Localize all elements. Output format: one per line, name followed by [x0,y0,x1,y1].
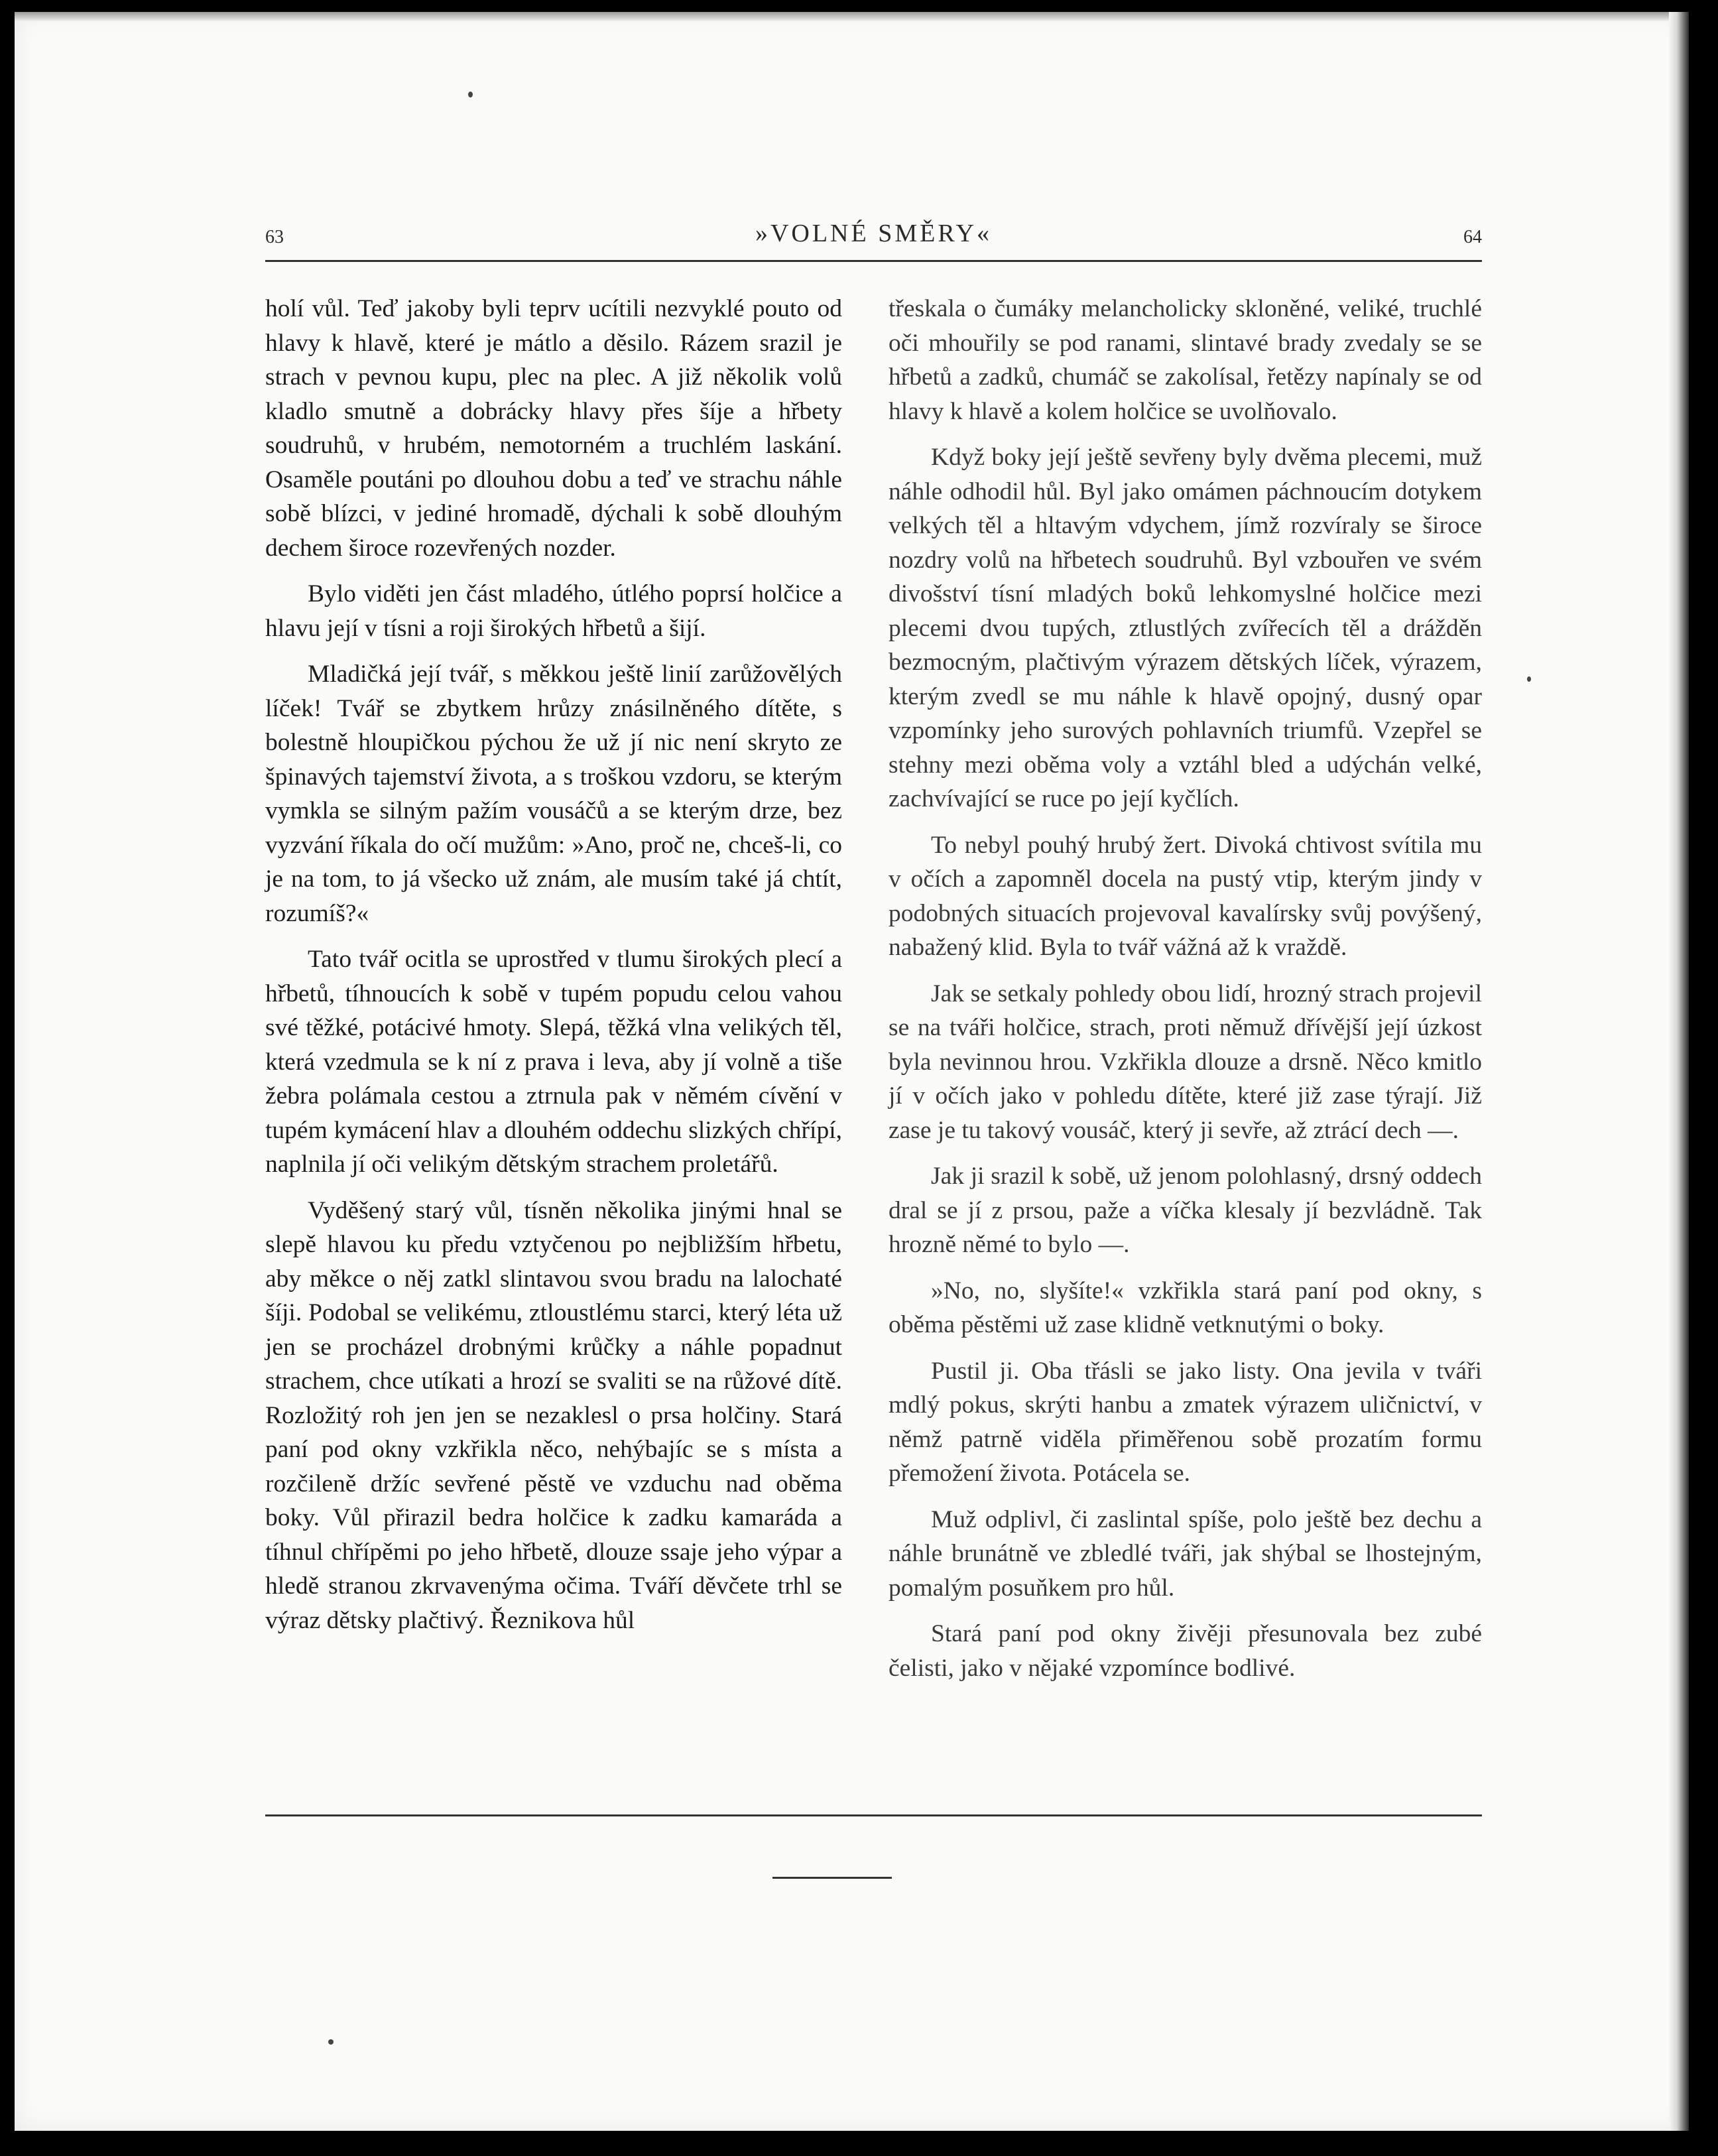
journal-title: »VOLNÉ SMĚRY« [755,220,993,247]
paragraph: Tato tvář ocitla se uprostřed v tlumu širokých plecí a hřbetů, tíhnoucích k sobě v tupém popudu celou vahou své těžké, potácivé hmoty. Slepá, těžká vlna velikých těl, která vzedmula se k ní z prava i leva, aby jí volně a tiše žebra polámala cestou a ztrnula pak v němém cívění v tupém kymácení hlav a dlouhém oddechu slizkých chřípí, naplnila jí oči velikým dětským strachem proletářů. [265,946,842,1178]
paragraph: Jak ji srazil k sobě, už jenom polohlasný, drsný oddech dral se jí z prsou, paže a víčka klesaly jí bezvládně. Tak hrozně němé to bylo —. [889,1163,1482,1258]
paragraph: Vyděšený starý vůl, tísněn několika jinými hnal se slepě hlavou ku předu vztyčenou po nejbližším hřbetu, aby měkce o něj zatkl slintavou svou bradu na lalochaté šíji. Podobal se velikému, ztloustlému starci, který léta už jen se procházel drobnými krůčky a náhle popadnut strachem, chce utíkati a hrozí se svaliti se na růžové dítě. Rozložitý roh jen jen se nezaklesl o prsa holčiny. Stará paní pod okny vzkřikla něco, nehýbajíc se s místa a rozčileně držíc sevřené pěstě ve vzduchu nad oběma boky. Vůl přirazil bedra holčice k zadku kamaráda a tíhnul chřípěmi po jeho hřbetě, dlouze ssaje jeho výpar a hledě stranou zkrvavenýma očima. Tváří děvčete trhl se výraz dětsky plačtivý. Řeznikova hůl [265,1196,842,1634]
header-rule [265,260,1482,262]
ink-speck [1527,676,1531,682]
paragraph: To nebyl pouhý hrubý žert. Divoká chtivost svítila mu v očích a zapomněl docela na pustý vtip, kterým jindy v podobných situacích projevoval kavalírsky svůj povýšený, nabažený klid. Byla to tvář vážná až k vraždě. [889,831,1482,961]
end-rule [772,1877,892,1879]
paragraph: Mladičká její tvář, s měkkou ještě linií zarůžovělých líček! Tvář se zbytkem hrůzy znásilněného dítěte, s bolestně hloupičkou pýchou že už jí nic není skryto ze špinavých tajemství života, a s troškou vzdoru, se kterým vymkla se silným pažím vousáčů a se kterým drze, bez vyzvání říkala do očí mužům: »Ano, proč ne, chceš-li, co je na tom, to já všecko už znám, ale musím také já chtít, rozumíš?« [265,661,842,927]
ink-speck [468,92,473,97]
running-header [265,219,1482,259]
paragraph: Muž odplivl, či zaslintal spíše, polo ještě bez dechu a náhle brunátně ve zbledlé tváři, jak shýbal se lhostejným, pomalým posuňkem pro hůl. [889,1505,1482,1602]
page-number-right: 64 [1463,227,1482,247]
bottom-rule [265,1814,1482,1816]
right-column [889,292,1482,1697]
paragraph: třeskala o čumáky melancholicky skloněné, veliké, truchlé oči mhouřily se pod ranami, slintavé brady zvedaly se se hřbetů a zadků, chumáč se zakolísal, řetězy napínaly se od hlavy k hlavě a kolem holčice se uvolňovalo. [889,295,1482,425]
left-column [265,292,842,1649]
paragraph: Jak se setkaly pohledy obou lidí, hrozný strach projevil se na tváři holčice, strach, proti němuž dřívější její úzkost byla nevinnou hrou. Vzkřikla dlouze a drsně. Něco kmitlo jí v očích jako v pohledu dítěte, které již zase týrají. Již zase je tu takový vousáč, který ji sevře, až ztrácí dech —. [889,980,1482,1144]
paragraph: Stará paní pod okny živěji přesunovala bez zubé čelisti, jako v nějaké vzpomínce bodlivé. [889,1620,1482,1682]
paragraph: Pustil ji. Oba třásli se jako listy. Ona jevila v tváři mdlý pokus, skrýti hanbu a zmatek výrazem uličnictví, v němž patrně viděla přiměřenou sobě prozatím formu přemožení života. Potácela se. [889,1357,1482,1487]
binding-edge [1669,12,1689,2131]
page-top-edge [15,12,1689,21]
paragraph: »No, no, slyšíte!« vzkřikla stará paní pod okny, s oběma pěstěmi už zase klidně vetknutými o boky. [889,1277,1482,1338]
page-number-left: 63 [265,227,284,247]
paragraph: Když boky její ještě sevřeny byly dvěma plecemi, muž náhle odhodil hůl. Byl jako omámen páchnoucím dotykem velkých těl a hltavým vdychem, jímž rozvíraly se široce nozdry volů na hřbetech soudruhů. Byl vzbouřen ve svém divošství tísní mladých boků lehkomyslné holčice mezi plecemi dvou tupých, ztlustlých zvířecích těl a drážděn bezmocným, plačtivým výrazem dětských líček, výrazem, kterým zvedl se mu náhle k hlavě opojný, dusný opar vzpomínky jeho surových pohlavních triumfů. Vzepřel se stehny mezi oběma voly a vztáhl bled a udýchán velké, zachvívající se ruce po její kyčlích. [889,444,1482,812]
paragraph: holí vůl. Teď jakoby byli teprv ucítili nezvyklé pouto od hlavy k hlavě, které je mátlo a děsilo. Rázem srazil je strach v pevnou kupu, plec na plec. A již několik volů kladlo smutně a dobrácky hlavy přes šíje a hřbety soudruhů, v hrubém, nemotorném a truchlém laskání. Osaměle poutáni po dlouhou dobu a teď ve strachu náhle sobě blízci, v jediné hromadě, dýchali k sobě dlouhým dechem široce rozevřených nozder. [265,295,842,562]
ink-speck [328,2039,334,2045]
paragraph: Bylo viděti jen část mladého, útlého poprsí holčice a hlavu její v tísni a roji širokých hřbetů a šijí. [265,580,842,642]
